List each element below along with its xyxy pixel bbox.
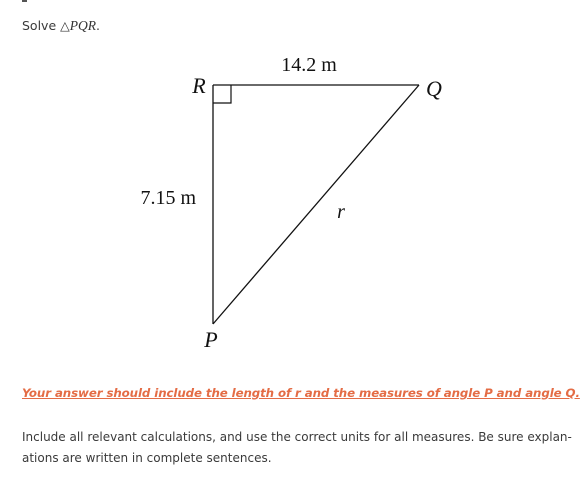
side-label-pq: r [337,201,345,223]
triangle-symbol-icon: △ [60,18,70,33]
vertex-label-p: P [204,327,218,352]
answer-requirement-note: Your answer should include the length of r and the measures of angle P and angle Q. [22,386,580,400]
instructions-line-2: ations are written in complete sentences. [22,451,272,465]
instructions-line-1: Include all relevant calculations, and use the correct units for all measures. Be sure explan- [22,430,572,444]
right-angle-marker [213,85,231,103]
side-label-rp: 7.15 m [140,187,196,209]
side-pq [213,85,419,324]
side-label-rq: 14.2 m [281,54,337,76]
vertex-label-q: Q [426,76,442,101]
vertex-label-r: R [192,73,206,98]
triangle-name: PQR [69,18,97,33]
instructions-text [22,427,572,469]
prompt-verb: Solve [22,18,57,33]
prompt-end: . [96,18,100,33]
